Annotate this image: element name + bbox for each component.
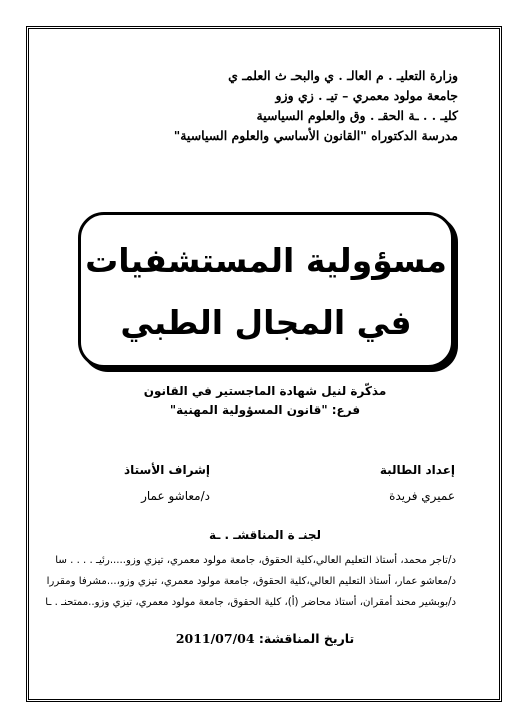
discussion-date-line	[0, 631, 530, 646]
doctoral-school-line: مدرسة الدكتوراه "القانون الأساسي والعلوم السياسية"	[173, 128, 458, 143]
supervisor-name: د/معاشو عمار	[141, 489, 210, 503]
title-box	[78, 212, 454, 368]
student-label: إعداد الطالبة	[379, 463, 455, 477]
committee-members	[36, 550, 456, 613]
discussion-date: 2011/07/04	[175, 631, 255, 646]
specialty-branch: فرع: "قانون المسؤولية المهنية"	[169, 403, 361, 417]
student-name: عميري فريدة	[389, 489, 455, 503]
discussion-date-label: تاريخ المناقشة:	[258, 631, 355, 646]
supervisor-block	[124, 463, 210, 503]
university-line: جامعة مولود معمري – تيـ . زي وزو	[275, 88, 458, 103]
degree-statement: مذكّرة لنيل شهادة الماجستير في القانون	[143, 384, 387, 398]
thesis-title-line-1: مسؤولية المستشفيات	[85, 241, 447, 280]
supervisor-label: إشراف الأستاذ	[123, 463, 210, 477]
ministry-line: وزارة التعليـ . م العالـ . ي والبحـ ث العلمـ ي	[228, 68, 458, 83]
institution-header	[78, 66, 458, 146]
committee-member: د/بوبشير محند أمقران، أستاذ محاضر (أ)، كلية الحقوق، جامعة مولود معمري، تيزي وزو..ممتحنـ . ـا	[45, 597, 456, 608]
faculty-line: كليـ . . ـة الحقـ . وق والعلوم السياسية	[256, 108, 458, 123]
student-block	[380, 463, 455, 503]
thesis-title-line-2: في المجال الطبي	[120, 303, 412, 342]
committee-member: د/معاشو عمار، أستاذ التعليم العالي،كلية الحقوق، جامعة مولود معمري، تيزي وزو،...مشرفا ومقررا	[46, 576, 456, 587]
committee-member: د/تاجر محمد، أستاذ التعليم العالي،كلية الحقوق، جامعة مولود معمري، تيزي وزو.....رئيـ . . . . سا	[55, 555, 456, 566]
committee-title: لجنـ ة المناقشـ . ـة	[208, 528, 322, 542]
